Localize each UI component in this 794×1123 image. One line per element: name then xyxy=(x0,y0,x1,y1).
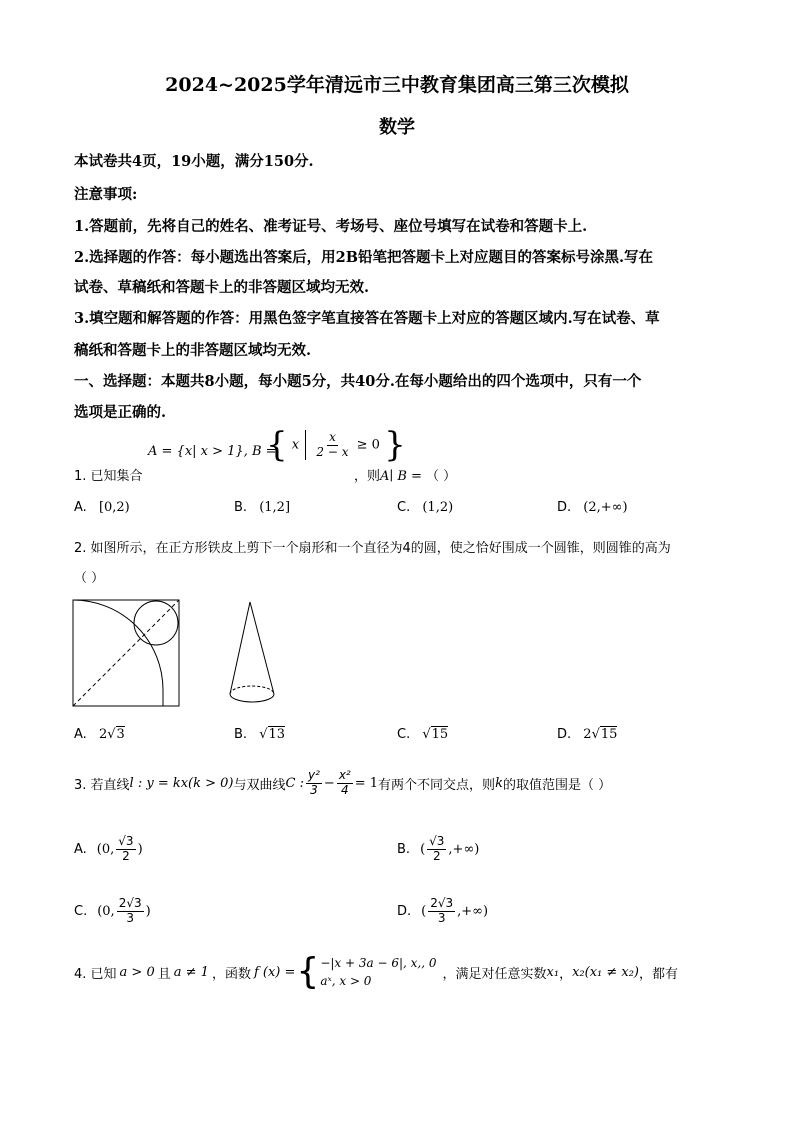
notice-heading: 注意事项: xyxy=(74,186,138,203)
question-2-line-2: （ ） xyxy=(74,571,105,586)
instruction-item-3-line-1: 3.填空题和解答题的作答：用黑色签字笔直接答在答题卡上对应的答题区域内.写在试卷、草 xyxy=(74,310,660,327)
instruction-item-2-line-1: 2.选择题的作答：每小题选出答案后，用2B铅笔把答题卡上对应题目的答案标号涂黑.写在 xyxy=(74,249,654,266)
square-sheet-figure xyxy=(72,599,182,709)
question-3-option-a[interactable]: A. (0, $\frac{√3}{2}$ ) xyxy=(74,834,143,863)
question-1-option-d[interactable]: D. (2,+∞) xyxy=(557,500,628,515)
instruction-item-2-line-2: 试卷、草稿纸和答题卡上的非答题区域均无效. xyxy=(74,279,370,296)
cone-base-back xyxy=(230,686,274,694)
question-1-suffix: ，则A∣ B = （ ） xyxy=(354,469,457,484)
question-3-option-d[interactable]: D. ( $\frac{2√3}{3}$ ,+∞) xyxy=(397,896,489,925)
question-1-option-b[interactable]: B. (1,2] xyxy=(234,500,291,515)
question-1-set-b: { x $\frac{x}{2 - x}$ ≥ 0 } xyxy=(266,425,406,465)
question-1-prefix: 1. 已知集合 xyxy=(74,469,143,484)
cone-base-front xyxy=(230,694,274,702)
question-1-option-c[interactable]: C. (1,2) xyxy=(397,500,454,515)
cone-figure xyxy=(228,600,278,708)
question-2-option-d[interactable]: D. 2√15 xyxy=(557,727,618,742)
cone-right-edge xyxy=(250,602,274,694)
exam-title: 2024~2025学年清远市三中教育集团高三第三次模拟 xyxy=(165,74,629,96)
question-1-set-a: A = {x| x > 1}, B = xyxy=(148,444,277,459)
instruction-item-1: 1.答题前，先将自己的姓名、准考证号、考场号、座位号填写在试卷和答题卡上. xyxy=(74,218,588,235)
question-2-line-1: 2. 如图所示，在正方形铁皮上剪下一个扇形和一个直径为4的圆，使之恰好围成一个圆锥，则圆锥的高为 xyxy=(74,541,671,556)
exam-intro: 本试卷共4页，19小题，满分150分. xyxy=(74,153,314,170)
question-3-option-b[interactable]: B. ( $\frac{√3}{2}$ ,+∞) xyxy=(397,834,480,863)
cone-left-edge xyxy=(230,602,250,694)
question-3-option-c[interactable]: C. (0, $\frac{2√3}{3}$ ) xyxy=(74,896,151,925)
instruction-item-3-line-2: 稿纸和答题卡上的非答题区域均无效. xyxy=(74,342,312,359)
sector-arc xyxy=(73,600,163,706)
section-heading-line-1: 一、选择题：本题共8小题，每小题5分，共40分.在每小题给出的四个选项中，只有一个 xyxy=(74,373,642,390)
question-2-option-c[interactable]: C. √15 xyxy=(397,727,449,742)
subject-title: 数学 xyxy=(379,117,415,138)
question-2-option-a[interactable]: A. 2√3 xyxy=(74,727,125,742)
question-4-stem: 4. 已知 a > 0 且 a ≠ 1 ，函数 f (x) = { −|x + 3a − 6|, x,, 0 aˣ, x > 0 ，满足对任意实数 x₁ ， x₂(x₁ ≠ x₂) ，都有 xyxy=(74,951,679,992)
question-3-stem: 3. 若直线 l : y = kx(k > 0) 与双曲线 C : $\frac{\text{y²}}{3}$ − $\frac{\text{x²}}{4}$ = 1 有两个不同交点，则 k 的取值范围是（ ） xyxy=(74,768,612,797)
question-2-option-b[interactable]: B. √13 xyxy=(234,727,286,742)
section-heading-line-2: 选项是正确的. xyxy=(74,404,167,421)
question-1-option-a[interactable]: A. [0,2) xyxy=(74,500,130,515)
small-circle xyxy=(134,601,178,645)
